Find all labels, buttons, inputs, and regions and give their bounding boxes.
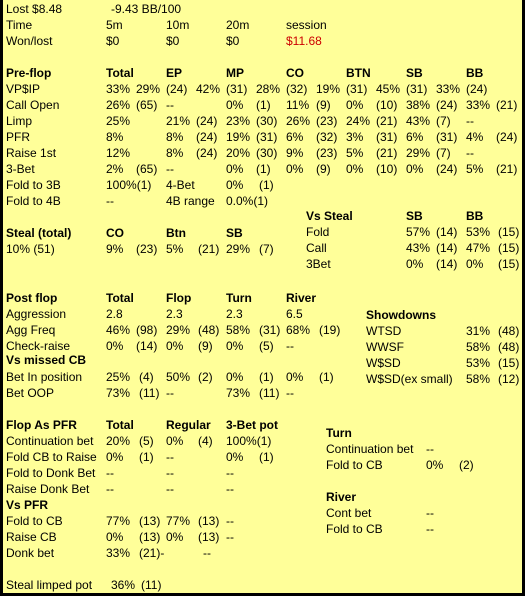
preflop-cell-count: (1)	[256, 162, 271, 176]
vs-pfr-cell: (13)	[198, 530, 220, 544]
fold-to-3b-total: 100%(1)	[106, 178, 152, 192]
flop-pfr-cell: --	[166, 466, 174, 480]
preflop-cell-count: (24)	[196, 146, 218, 160]
showdown-value: 53%	[466, 356, 491, 370]
preflop-cell-count: 28%	[256, 82, 281, 96]
preflop-cell-value: (32)	[286, 82, 308, 96]
agg-freq-river-count: (19)	[319, 323, 341, 337]
preflop-header-sb: SB	[406, 66, 423, 80]
wonlost-5m: $0	[106, 34, 120, 48]
vs-pfr-title: Vs PFR	[6, 498, 49, 512]
preflop-cell-value: --	[166, 98, 174, 112]
preflop-cell-value: (31)	[346, 82, 368, 96]
preflop-cell-count: (10)	[376, 162, 398, 176]
preflop-header-btn: BTN	[346, 66, 371, 80]
steal-limped-pot-count: (11)	[141, 578, 162, 592]
preflop-header-co: CO	[286, 66, 304, 80]
preflop-row-label: 3-Bet	[6, 162, 35, 176]
fold-to-4b-label: Fold to 4B	[6, 194, 61, 208]
fold-to-4b-total: --	[106, 194, 114, 208]
showdown-row-label: W$SD	[366, 356, 401, 370]
preflop-header-mp: MP	[226, 66, 244, 80]
vs-pfr-cell: (13)	[139, 530, 161, 544]
preflop-cell-value: 33%	[466, 98, 491, 112]
turn-fold-cb-count: (2)	[459, 458, 474, 472]
flop-pfr-cell: --	[166, 450, 174, 464]
vs-pfr-cell: --	[226, 530, 234, 544]
river-fold-cb-value: --	[426, 522, 434, 536]
showdown-value: 58%	[466, 372, 491, 386]
vs-steal-row-label: Fold	[306, 225, 330, 239]
preflop-cell-value: 5%	[346, 146, 364, 160]
check-raise-river: --	[286, 339, 294, 353]
bet-ip-flop-count: (2)	[198, 370, 213, 384]
flop-pfr-cell: 20%	[106, 434, 131, 448]
flop-pfr-cell: --	[106, 466, 114, 480]
preflop-cell-count: (21)	[376, 114, 398, 128]
preflop-cell-count: 45%	[376, 82, 401, 96]
preflop-cell-value: 0%	[406, 162, 424, 176]
bet-oop-turn: 73%	[226, 386, 251, 400]
preflop-header-bb: BB	[466, 66, 484, 80]
agg-freq-total: 46%	[106, 323, 131, 337]
vs-steal-row-label: 3Bet	[306, 257, 331, 271]
bb-per-100: -9.43 BB/100	[111, 2, 182, 16]
preflop-cell-count: (65)	[136, 98, 158, 112]
preflop-cell-value: 26%	[106, 98, 131, 112]
flop-pfr-cell: 0%	[226, 450, 244, 464]
flop-pfr-cell: 0%	[106, 450, 124, 464]
preflop-cell-value: 11%	[286, 98, 310, 112]
preflop-cell-count: (31)	[256, 130, 278, 144]
preflop-cell-value: 2%	[106, 162, 124, 176]
vs-pfr-cell: --	[203, 546, 211, 560]
preflop-row-label: Raise 1st	[6, 146, 57, 160]
river-cont-bet-value: --	[426, 506, 434, 520]
aggression-flop: 2.3	[166, 307, 183, 321]
preflop-cell-value: 6%	[406, 130, 424, 144]
flop-pfr-cell: --	[166, 482, 174, 496]
preflop-cell-value: 9%	[286, 146, 304, 160]
preflop-cell-value: 5%	[466, 162, 484, 176]
check-raise-turn-count: (5)	[259, 339, 274, 353]
steal-sb-count: (7)	[259, 242, 274, 256]
preflop-cell-count: (30)	[256, 114, 278, 128]
check-raise-turn: 0%	[226, 339, 244, 353]
showdown-row-label: WTSD	[366, 324, 402, 338]
aggression-total: 2.8	[106, 307, 123, 321]
flop-pfr-cell: 100%(1)	[226, 434, 272, 448]
steal-limped-pot-value: 36%	[111, 578, 136, 592]
preflop-cell-value: 6%	[286, 130, 304, 144]
vs-pfr-cell: 33%	[106, 546, 131, 560]
river-cont-bet-label: Cont bet	[326, 506, 372, 520]
flop-pfr-cell: --	[226, 482, 234, 496]
check-raise-flop-count: (9)	[198, 339, 213, 353]
agg-freq-label: Agg Freq	[6, 323, 56, 337]
preflop-cell-value: 0%	[226, 162, 244, 176]
preflop-cell-count: (65)	[136, 162, 158, 176]
check-raise-label: Check-raise	[6, 339, 71, 353]
preflop-cell-count: (24)	[436, 162, 458, 176]
agg-freq-turn-count: (31)	[259, 323, 281, 337]
preflop-row-label: Call Open	[6, 98, 60, 112]
vs-pfr-cell: 0%	[106, 530, 124, 544]
steal-btn-count: (21)	[198, 242, 220, 256]
preflop-row-label: Limp	[6, 114, 33, 128]
river-fold-cb-label: Fold to CB	[326, 522, 383, 536]
vs-missed-cb-title: Vs missed CB	[6, 353, 87, 367]
preflop-cell-count: 19%	[316, 82, 341, 96]
header-5m: 5m	[106, 18, 123, 32]
preflop-cell-count: (21)	[496, 98, 518, 112]
preflop-cell-count: (1)	[256, 98, 271, 112]
vs-steal-title: Vs Steal	[306, 209, 353, 223]
flop-pfr-cell: --	[106, 482, 114, 496]
steal-total: 10% (51)	[6, 242, 55, 256]
preflop-cell-count: (7)	[436, 114, 451, 128]
preflop-cell-value: (31)	[226, 82, 248, 96]
postflop-header-flop: Flop	[166, 291, 192, 305]
preflop-cell-count: 42%	[196, 82, 221, 96]
vs-steal-header-sb: SB	[406, 209, 423, 223]
preflop-cell-value: 33%	[106, 82, 131, 96]
vs-pfr-cell: 0%	[166, 530, 184, 544]
preflop-cell-count: (31)	[376, 130, 398, 144]
preflop-cell-count: (9)	[316, 162, 331, 176]
agg-freq-total-count: (98)	[136, 323, 158, 337]
steal-co-count: (23)	[136, 242, 158, 256]
preflop-cell-value: 29%	[406, 146, 431, 160]
showdown-row-label: WWSF	[366, 340, 404, 354]
preflop-cell-value: 0%	[346, 98, 364, 112]
flop-pfr-cell: (5)	[139, 434, 154, 448]
showdown-count: (48)	[498, 324, 520, 338]
steal-sb-value: 29%	[226, 242, 251, 256]
preflop-cell-count: (31)	[436, 130, 458, 144]
header-10m: 10m	[166, 18, 190, 32]
vs-steal-sb-count: (14)	[436, 225, 458, 239]
time-label: Time	[6, 18, 33, 32]
bet-ip-total: 25%	[106, 370, 131, 384]
check-raise-total: 0%	[106, 339, 124, 353]
vs-pfr-row-label: Raise CB	[6, 530, 57, 544]
vs-steal-sb-value: 57%	[406, 225, 431, 239]
aggression-label: Aggression	[6, 307, 67, 321]
vs-steal-sb-value: 0%	[406, 257, 424, 271]
four-bet-count: (1)	[259, 178, 274, 192]
preflop-cell-count: (32)	[316, 130, 338, 144]
bet-ip-flop: 50%	[166, 370, 191, 384]
showdown-row-label: W$SD(ex small)	[366, 372, 453, 386]
preflop-cell-count: (24)	[196, 130, 218, 144]
preflop-cell-count: (21)	[376, 146, 398, 160]
turn-cbet-label: Continuation bet	[326, 442, 414, 456]
bet-oop-flop: --	[166, 386, 174, 400]
preflop-cell-count: 33%	[436, 82, 461, 96]
header-20m: 20m	[226, 18, 250, 32]
showdown-value: 58%	[466, 340, 491, 354]
preflop-cell-value: 26%	[286, 114, 311, 128]
lost-label: Lost $8.48	[6, 2, 63, 16]
four-bet-label: 4-Bet	[166, 178, 195, 192]
vs-pfr-cell: (13)	[198, 514, 220, 528]
steal-co-value: 9%	[106, 242, 124, 256]
river-title: River	[326, 490, 357, 504]
vs-steal-bb-value: 47%	[466, 241, 491, 255]
flop-pfr-header-total: Total	[106, 418, 134, 432]
flop-pfr-cell: (4)	[198, 434, 213, 448]
preflop-cell-value: 19%	[226, 130, 251, 144]
preflop-cell-value: 8%	[106, 130, 124, 144]
wonlost-label: Won/lost	[6, 34, 53, 48]
postflop-header-river: River	[286, 291, 317, 305]
bet-ip-river-count: (1)	[319, 370, 334, 384]
preflop-cell-value: (24)	[166, 82, 188, 96]
wonlost-20m: $0	[226, 34, 240, 48]
turn-cbet-value: --	[426, 442, 434, 456]
postflop-header-turn: Turn	[226, 291, 252, 305]
preflop-cell-value: --	[466, 146, 474, 160]
four-bet-range-label: 4B range	[166, 194, 215, 208]
preflop-row-label: PFR	[6, 130, 30, 144]
preflop-cell-value: 0%	[286, 162, 304, 176]
preflop-cell-count: (23)	[316, 114, 338, 128]
preflop-cell-count: (23)	[316, 146, 338, 160]
steal-limped-pot-label: Steal limped pot	[6, 578, 93, 592]
steal-title: Steal (total)	[6, 226, 72, 240]
preflop-cell-value: 20%	[226, 146, 251, 160]
preflop-cell-value: 38%	[406, 98, 431, 112]
steal-header-sb: SB	[226, 226, 243, 240]
bet-ip-total-count: (4)	[139, 370, 154, 384]
preflop-cell-value: 43%	[406, 114, 431, 128]
postflop-header-total: Total	[106, 291, 134, 305]
vs-steal-bb-value: 53%	[466, 225, 491, 239]
four-bet-range-value: 0.0%(1)	[226, 194, 269, 208]
agg-freq-flop-count: (48)	[198, 323, 220, 337]
aggression-turn: 2.3	[226, 307, 243, 321]
preflop-cell-value: (31)	[406, 82, 428, 96]
bet-oop-river: --	[286, 386, 294, 400]
postflop-title: Post flop	[6, 291, 58, 305]
preflop-cell-value: (24)	[466, 82, 488, 96]
preflop-cell-count: (24)	[496, 130, 518, 144]
vs-pfr-cell: 77%	[106, 514, 131, 528]
showdown-count: (48)	[498, 340, 520, 354]
agg-freq-river: 68%	[286, 323, 311, 337]
steal-btn-value: 5%	[166, 242, 184, 256]
vs-steal-row-label: Call	[306, 241, 327, 255]
preflop-cell-value: 12%	[106, 146, 131, 160]
preflop-cell-value: 25%	[106, 114, 131, 128]
preflop-row-label: VP$IP	[6, 82, 41, 96]
vs-steal-bb-count: (15)	[498, 257, 520, 271]
vs-steal-bb-count: (15)	[498, 241, 520, 255]
wonlost-session: $11.68	[286, 34, 322, 48]
agg-freq-flop: 29%	[166, 323, 191, 337]
preflop-cell-value: --	[166, 162, 174, 176]
bet-oop-total-count: (11)	[139, 386, 160, 400]
bet-ip-river: 0%	[286, 370, 304, 384]
flop-as-pfr-title: Flop As PFR	[6, 418, 77, 432]
header-session: session	[286, 18, 327, 32]
preflop-cell-count: (10)	[376, 98, 398, 112]
preflop-cell-value: 23%	[226, 114, 251, 128]
preflop-cell-value: 0%	[346, 162, 364, 176]
flop-pfr-row-label: Continuation bet	[6, 434, 94, 448]
showdown-value: 31%	[466, 324, 491, 338]
check-raise-flop: 0%	[166, 339, 184, 353]
fold-to-3b-label: Fold to 3B	[6, 178, 61, 192]
bet-oop-label: Bet OOP	[6, 386, 55, 400]
bet-ip-turn: 0%	[226, 370, 244, 384]
four-bet-value: 0%	[226, 178, 244, 192]
vs-steal-bb-count: (15)	[498, 225, 520, 239]
vs-pfr-row-label: Donk bet	[6, 546, 55, 560]
preflop-header-total: Total	[106, 66, 134, 80]
turn-title: Turn	[326, 426, 352, 440]
preflop-cell-count: (9)	[316, 98, 331, 112]
preflop-cell-value: 3%	[346, 130, 364, 144]
bet-ip-turn-count: (1)	[259, 370, 274, 384]
flop-pfr-header-3bet: 3-Bet pot	[226, 418, 278, 432]
preflop-title: Pre-flop	[6, 66, 52, 80]
flop-pfr-header-regular: Regular	[166, 418, 211, 432]
preflop-cell-count: (24)	[196, 114, 218, 128]
preflop-cell-value: 8%	[166, 146, 184, 160]
bet-oop-total: 73%	[106, 386, 131, 400]
check-raise-total-count: (14)	[136, 339, 158, 353]
preflop-cell-count: (7)	[436, 146, 451, 160]
flop-pfr-row-label: Fold to Donk Bet	[6, 466, 96, 480]
turn-fold-cb-value: 0%	[426, 458, 444, 472]
turn-fold-cb-label: Fold to CB	[326, 458, 383, 472]
preflop-cell-value: 4%	[466, 130, 484, 144]
flop-pfr-cell: (1)	[259, 450, 274, 464]
bet-oop-turn-count: (11)	[259, 386, 280, 400]
preflop-cell-count: (21)	[496, 162, 518, 176]
preflop-header-ep: EP	[166, 66, 183, 80]
preflop-cell-value: 0%	[226, 98, 244, 112]
flop-pfr-row-label: Raise Donk Bet	[6, 482, 90, 496]
showdowns-title: Showdowns	[366, 308, 436, 322]
preflop-cell-value: 21%	[166, 114, 191, 128]
flop-pfr-cell: --	[226, 466, 234, 480]
bet-in-position-label: Bet In position	[6, 370, 83, 384]
preflop-cell-count: (30)	[256, 146, 278, 160]
preflop-cell-value: 24%	[346, 114, 371, 128]
vs-pfr-cell: --	[226, 514, 234, 528]
vs-pfr-cell: (13)	[139, 514, 161, 528]
aggression-river: 6.5	[286, 307, 303, 321]
vs-pfr-row-label: Fold to CB	[6, 514, 63, 528]
preflop-cell-count: 29%	[136, 82, 161, 96]
vs-pfr-cell: 77%	[166, 514, 191, 528]
vs-steal-sb-value: 43%	[406, 241, 431, 255]
vs-pfr-cell: (21)-	[139, 546, 165, 560]
showdown-count: (12)	[498, 372, 520, 386]
flop-pfr-row-label: Fold CB to Raise	[6, 450, 97, 464]
flop-pfr-cell: 0%	[166, 434, 184, 448]
vs-steal-sb-count: (14)	[436, 241, 458, 255]
steal-header-co: CO	[106, 226, 124, 240]
vs-steal-header-bb: BB	[466, 209, 484, 223]
wonlost-10m: $0	[166, 34, 180, 48]
preflop-cell-value: --	[466, 114, 474, 128]
flop-pfr-cell: (1)	[139, 450, 154, 464]
agg-freq-turn: 58%	[226, 323, 251, 337]
vs-steal-sb-count: (14)	[436, 257, 458, 271]
preflop-cell-value: 8%	[166, 130, 184, 144]
vs-steal-bb-value: 0%	[466, 257, 484, 271]
showdown-count: (15)	[498, 356, 520, 370]
steal-header-btn: Btn	[166, 226, 186, 240]
preflop-cell-count: (24)	[436, 98, 458, 112]
